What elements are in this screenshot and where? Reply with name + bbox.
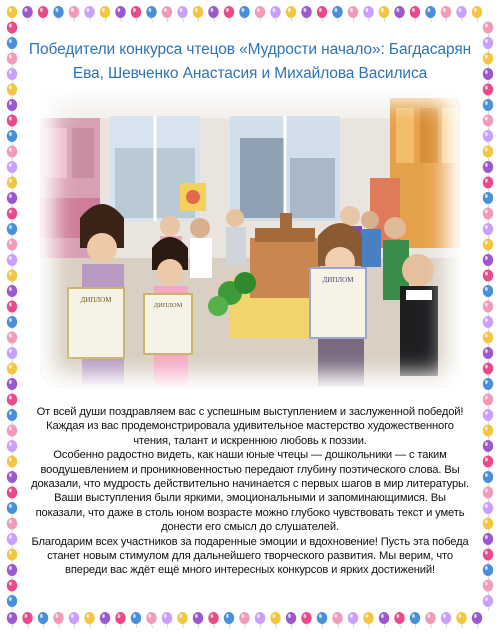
balloon bbox=[38, 612, 48, 628]
balloon bbox=[7, 425, 17, 441]
balloon bbox=[177, 612, 187, 628]
balloon bbox=[483, 53, 493, 69]
balloon bbox=[363, 6, 373, 22]
balloon bbox=[7, 6, 17, 22]
balloon bbox=[84, 6, 94, 22]
balloon bbox=[483, 487, 493, 503]
balloon bbox=[146, 6, 156, 22]
balloon bbox=[22, 612, 32, 628]
balloon bbox=[7, 533, 17, 549]
balloon bbox=[193, 6, 203, 22]
balloon bbox=[255, 6, 265, 22]
diploma-label-2: ДИПЛОМ bbox=[153, 302, 183, 309]
balloon bbox=[7, 192, 17, 208]
balloon bbox=[410, 612, 420, 628]
balloon bbox=[7, 487, 17, 503]
paragraph-thanks: Благодарим всех участников за подаренные эмоции и вдохновение! Пусть эта победа станет новым стимулом для дальнейшего творческого развития. Мы верим, что впереди вас ждёт ещё много интересных конкурсов и ярких достижений! bbox=[31, 535, 469, 577]
balloon bbox=[7, 177, 17, 193]
balloon bbox=[332, 612, 342, 628]
paragraph-congrats: От всей души поздравляем вас с успешным выступлением и заслуженной победой! Каждая из вас продемонстрировала удивительное мастерство художественного чтения, талант и искреннюю любовь к поэзии. bbox=[36, 406, 464, 447]
balloon bbox=[7, 161, 17, 177]
balloon bbox=[239, 612, 249, 628]
balloon bbox=[483, 115, 493, 131]
balloon bbox=[53, 6, 63, 22]
body-text bbox=[30, 405, 470, 578]
paragraph-praise: Особенно радостно видеть, как наши юные чтецы — дошкольники — с таким воодушевлением и проникновенностью передают глубину поэтического слова. Вы доказали, что мудрость действительно начинается с первых шагов в мир литературы. Ваши выступления были яркими, эмоциональными и запоминающимися. Вы показали, что даже в столь юном возрасте можно глубоко чувствовать текст и уметь донести его смысл до слушателей. bbox=[31, 449, 469, 534]
balloon bbox=[483, 518, 493, 534]
group-photo bbox=[40, 88, 460, 388]
balloon bbox=[483, 595, 493, 611]
balloon bbox=[7, 316, 17, 332]
balloon bbox=[483, 22, 493, 38]
balloon bbox=[7, 440, 17, 456]
balloon bbox=[115, 612, 125, 628]
balloon bbox=[483, 456, 493, 472]
balloon bbox=[483, 84, 493, 100]
balloon bbox=[483, 301, 493, 317]
balloon bbox=[483, 347, 493, 363]
balloon bbox=[483, 99, 493, 115]
balloon bbox=[483, 378, 493, 394]
group-photo-image bbox=[40, 88, 460, 388]
balloon bbox=[100, 612, 110, 628]
balloon bbox=[7, 146, 17, 162]
balloon bbox=[483, 68, 493, 84]
balloon bbox=[441, 6, 451, 22]
balloon bbox=[456, 6, 466, 22]
balloon bbox=[255, 612, 265, 628]
balloon bbox=[379, 612, 389, 628]
balloon bbox=[239, 6, 249, 22]
balloon bbox=[7, 99, 17, 115]
balloon bbox=[425, 612, 435, 628]
balloon bbox=[208, 6, 218, 22]
balloon bbox=[348, 612, 358, 628]
balloon bbox=[483, 502, 493, 518]
balloon bbox=[162, 612, 172, 628]
balloon bbox=[483, 177, 493, 193]
balloon bbox=[193, 612, 203, 628]
balloon bbox=[22, 6, 32, 22]
balloon bbox=[7, 347, 17, 363]
balloon bbox=[483, 239, 493, 255]
diploma-label-1: ДИПЛОМ bbox=[80, 296, 112, 304]
balloon bbox=[483, 192, 493, 208]
balloon bbox=[208, 612, 218, 628]
balloon bbox=[7, 612, 17, 628]
balloon bbox=[483, 285, 493, 301]
balloon bbox=[483, 409, 493, 425]
balloon bbox=[301, 612, 311, 628]
balloon bbox=[7, 115, 17, 131]
balloon bbox=[7, 208, 17, 224]
balloon bbox=[7, 22, 17, 38]
balloon bbox=[7, 254, 17, 270]
balloon bbox=[270, 612, 280, 628]
balloon bbox=[483, 316, 493, 332]
balloon bbox=[317, 6, 327, 22]
balloon bbox=[483, 471, 493, 487]
balloon bbox=[483, 549, 493, 565]
balloon bbox=[7, 549, 17, 565]
balloon bbox=[301, 6, 311, 22]
balloon bbox=[394, 6, 404, 22]
balloon bbox=[7, 130, 17, 146]
balloon bbox=[348, 6, 358, 22]
balloon bbox=[69, 612, 79, 628]
diploma-label-3: ДИПЛОМ bbox=[322, 276, 354, 284]
balloon bbox=[483, 270, 493, 286]
balloon bbox=[483, 130, 493, 146]
balloon bbox=[286, 612, 296, 628]
balloon bbox=[270, 6, 280, 22]
balloon bbox=[100, 6, 110, 22]
balloon bbox=[7, 301, 17, 317]
balloon bbox=[7, 84, 17, 100]
balloon bbox=[53, 612, 63, 628]
balloon bbox=[363, 612, 373, 628]
balloon bbox=[472, 612, 482, 628]
balloon bbox=[483, 425, 493, 441]
balloon bbox=[7, 37, 17, 53]
balloon bbox=[483, 254, 493, 270]
balloon bbox=[483, 37, 493, 53]
page-title: Победители конкурса чтецов «Мудрости начало»: Багдасарян Ева, Шевченко Анастасия и Михайлова Василиса bbox=[28, 41, 472, 82]
balloon bbox=[483, 161, 493, 177]
balloon bbox=[483, 146, 493, 162]
balloon bbox=[317, 612, 327, 628]
balloon bbox=[7, 595, 17, 611]
balloon bbox=[7, 332, 17, 348]
balloon bbox=[7, 409, 17, 425]
balloon bbox=[7, 223, 17, 239]
balloon bbox=[332, 6, 342, 22]
balloon bbox=[425, 6, 435, 22]
balloon bbox=[483, 394, 493, 410]
balloon bbox=[379, 6, 389, 22]
balloon bbox=[483, 363, 493, 379]
balloon bbox=[472, 6, 482, 22]
balloon bbox=[441, 612, 451, 628]
balloon bbox=[410, 6, 420, 22]
balloon bbox=[483, 208, 493, 224]
balloon bbox=[483, 580, 493, 596]
balloon bbox=[7, 564, 17, 580]
balloon bbox=[7, 580, 17, 596]
balloon bbox=[131, 612, 141, 628]
balloon bbox=[7, 394, 17, 410]
balloon bbox=[7, 456, 17, 472]
balloon bbox=[286, 6, 296, 22]
balloon bbox=[7, 471, 17, 487]
balloon bbox=[394, 612, 404, 628]
balloon bbox=[7, 378, 17, 394]
balloon bbox=[224, 612, 234, 628]
balloon bbox=[177, 6, 187, 22]
balloon bbox=[115, 6, 125, 22]
balloon bbox=[483, 564, 493, 580]
balloon bbox=[131, 6, 141, 22]
balloon bbox=[7, 502, 17, 518]
balloon bbox=[162, 6, 172, 22]
balloon bbox=[7, 239, 17, 255]
balloon bbox=[38, 6, 48, 22]
balloon bbox=[224, 6, 234, 22]
balloon bbox=[7, 363, 17, 379]
balloon bbox=[483, 440, 493, 456]
balloon bbox=[7, 53, 17, 69]
balloon bbox=[7, 68, 17, 84]
balloon bbox=[483, 223, 493, 239]
balloon bbox=[69, 6, 79, 22]
balloon bbox=[7, 518, 17, 534]
balloon bbox=[146, 612, 156, 628]
balloon bbox=[84, 612, 94, 628]
balloon bbox=[456, 612, 466, 628]
balloon bbox=[7, 270, 17, 286]
balloon bbox=[483, 533, 493, 549]
balloon bbox=[7, 285, 17, 301]
balloon bbox=[483, 332, 493, 348]
